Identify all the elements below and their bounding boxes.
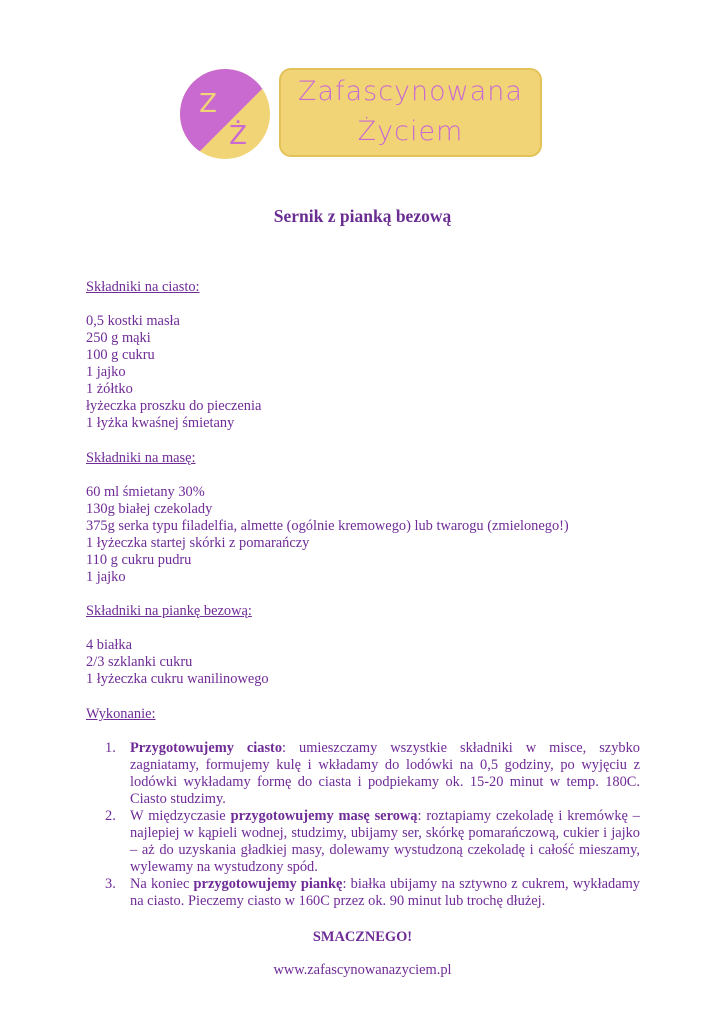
step-text: : roztapiamy czekoladę i kremówkę – najlepiej w kąpieli wodnej, studzimy, ubijamy ser, skórkę pomarańczową, cukier i jajko – aż do uzyskania gładkiej masy, dolewamy wystudzoną czekoladę i całość mieszamy, wylewamy na wystudzony spód. (130, 808, 640, 875)
ingredient-item: 1 jajko (86, 569, 126, 585)
step-bold: przygotowujemy piankę (193, 876, 343, 892)
section-heading: Składniki na masę: (86, 450, 196, 466)
section-wykonanie (86, 706, 155, 723)
ingredient-item: 2/3 szklanki cukru (86, 654, 193, 670)
ingredient-item: 1 żółtko (86, 381, 133, 397)
ingredient-list-pianka (86, 637, 269, 688)
ingredient-item: 1 łyżeczka startej skórki z pomarańczy (86, 535, 310, 551)
logo-letter-2: Ż (229, 121, 247, 151)
ingredient-list-masa (86, 484, 569, 586)
step-number: 3. (105, 876, 116, 892)
ingredient-item: łyżeczka proszku do pieczenia (86, 398, 262, 414)
instruction-steps (105, 740, 640, 910)
section-pianka (86, 603, 252, 620)
ingredient-item: 1 łyżeczka cukru wanilinowego (86, 671, 269, 687)
section-heading: Wykonanie: (86, 706, 156, 722)
section-heading: Składniki na ciasto: (86, 279, 200, 295)
instruction-step (105, 740, 640, 808)
ingredient-item: 100 g cukru (86, 347, 155, 363)
ingredient-item: 375g serka typu filadelfia, almette (ogólnie kremowego) lub twarogu (zmielonego!) (86, 518, 569, 534)
footer-url: www.zafascynowanazyciem.pl (273, 962, 452, 978)
step-pre: Na koniec (130, 876, 194, 892)
ingredient-item: 1 łyżka kwaśnej śmietany (86, 415, 235, 431)
section-masa (86, 450, 196, 467)
section-heading: Składniki na piankę bezową: (86, 603, 252, 619)
step-number: 2. (105, 808, 116, 824)
step-text: : umieszczamy wszystkie składniki w misce, szybko zagniatamy, formujemy kulę i wkładamy do lodówki na 0,5 godziny, po wyjęciu z lodówki wykładamy formę do ciasta i podpiekamy ok. 15-20 minut w temp. 180C. Ciasto studzimy. (130, 740, 640, 807)
step-bold: Przygotowujemy ciasto (130, 740, 283, 756)
instruction-step (105, 808, 640, 876)
instruction-step (105, 876, 640, 910)
step-text: : białka ubijamy na sztywno z cukrem, wykładamy na ciasto. Pieczemy ciasto w 160C przez ok. 90 minut lub trochę dłużej. (130, 876, 640, 909)
ingredient-item: 1 jajko (86, 364, 126, 380)
section-ciasto (86, 279, 200, 296)
step-pre: W międzyczasie (130, 808, 231, 824)
logo-text-line2: Życiem (357, 116, 464, 147)
logo-letter-1: Z (199, 89, 217, 119)
closing-text: SMACZNEGO! (312, 929, 413, 945)
logo-circle (178, 68, 274, 160)
ingredient-item: 110 g cukru pudru (86, 552, 192, 568)
ingredient-item: 250 g mąki (86, 330, 151, 346)
step-bold: przygotowujemy masę serową (230, 808, 418, 824)
ingredient-item: 0,5 kostki masła (86, 313, 180, 329)
logo-text-line1: Zafascynowana (298, 76, 523, 107)
brand-logo (178, 68, 546, 160)
ingredient-item: 4 białka (86, 637, 132, 653)
ingredient-item: 60 ml śmietany 30% (86, 484, 205, 500)
step-number: 1. (105, 740, 116, 756)
recipe-title: Sernik z pianką bezową (273, 206, 452, 226)
ingredient-list-ciasto (86, 313, 261, 432)
ingredient-item: 130g białej czekolady (86, 501, 213, 517)
